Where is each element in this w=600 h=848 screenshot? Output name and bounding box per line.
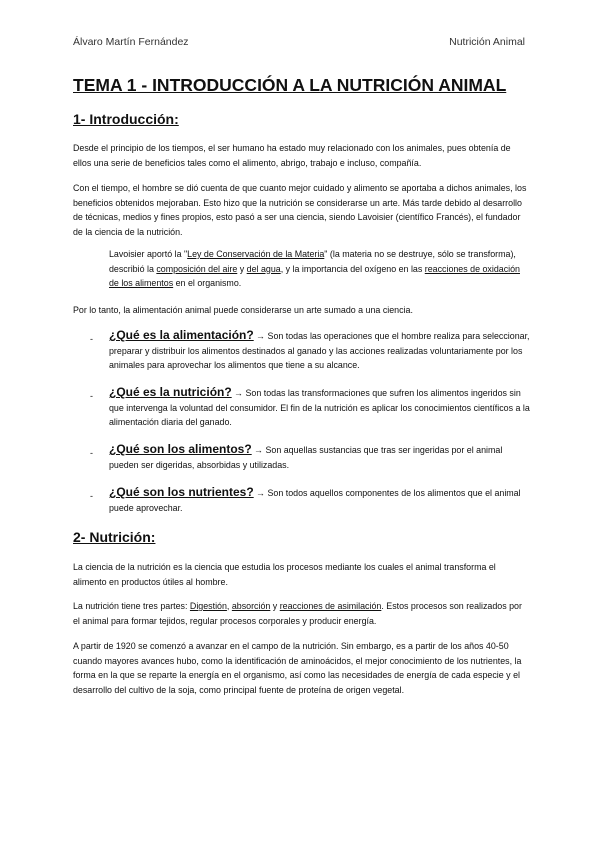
text: en el organismo. [173,278,242,289]
lavoisier-paragraph [109,247,529,291]
bullet-dash: - [90,491,93,501]
paragraph: Desde el principio de los tiempos, el ser humano ha estado muy relacionado con los animales, pues obtenía de ellos una serie de beneficios tales como el alimento, abrigo, trabajo e incluso, compañía. [73,143,511,168]
answer: → Son todos aquellos componentes de los alimentos que el animal puede aprovechar. [109,488,521,513]
question: ¿Qué son los alimentos? [109,442,252,456]
bullet-dash: - [90,448,93,458]
paragraph: Por lo tanto, la alimentación animal puede considerarse un arte sumado a una ciencia. [73,305,413,315]
underlined-text: reacciones de asimilación [279,601,382,611]
page-title: TEMA 1 - INTRODUCCIÓN A LA NUTRICIÓN ANIMAL [73,75,507,95]
answer: → Son todas las transformaciones que sufren los alimentos ingeridos sin que intervenga la voluntad del consumidor. El fin de la nutrición es aplicar los conocimientos científicos a la alimentación diaria del ganado. [109,388,530,428]
text: La nutrición tiene tres partes: [73,601,190,611]
answer: → Son aquellas sustancias que tras ser ingeridas por el animal pueden ser digeridas, absorbidas y utilizadas. [109,445,503,470]
section-heading-2: 2- Nutrición: [73,529,156,545]
paragraph [73,599,531,628]
underlined-text: composición del aire [156,263,238,274]
list-item [109,385,531,430]
underlined-text: Digestión [189,601,227,611]
text: y [270,601,280,611]
header-subject: Nutrición Animal [449,36,525,48]
section-heading-1: 1- Introducción: [73,111,179,127]
paragraph: A partir de 1920 se comenzó a avanzar en el campo de la nutrición. Sin embargo, es a partir de los años 40-50 cuando mayores avances hubo, como la identificación de aminoácidos, el mejor conocimiento de los nutrientes, la forma en la que se reparte la energía en el organismo, así como las necesidades de energía de cada especie y el desarrollo del cultivo de la soja, como principal fuente de proteína de origen vegetal. [73,641,522,695]
list-item [109,442,531,472]
underlined-text: del agua [246,263,281,274]
text: y [237,263,247,274]
question: ¿Qué es la alimentación? [109,328,254,342]
bullet-dash: - [90,334,93,344]
text: Lavoisier aportó la " [109,249,188,259]
header-author: Álvaro Martín Fernández [73,36,189,48]
paragraph: La ciencia de la nutrición es la ciencia que estudia los procesos mediante los cuales el animal transforma el alimento en productos útiles al hombre. [73,562,496,587]
list-item [109,485,531,515]
list-item [109,328,531,373]
paragraph: Con el tiempo, el hombre se dió cuenta de que cuanto mejor cuidado y alimento se aportaba a dichos animales, los beneficios obtenidos mejoraban. Esto hizo que la nutrición se considerarse un arte. Más tarde debido al desarrollo de técnicas, medios y fines propios, esto pasó a ser una ciencia, siendo Lavoisier (científico Francés), el fundador de la ciencia de la nutrición. [73,183,527,237]
text: " (la materia no se destruye, sólo se transforma), describió la [109,249,516,274]
text: . Estos procesos son realizados por el animal para formar tejidos, regular procesos corporales y producir energía. [73,601,522,626]
question: ¿Qué son los nutrientes? [109,485,254,499]
text: , [226,601,232,611]
underlined-text: Ley de Conservación de la Materia [187,249,325,259]
bullet-dash: - [90,391,93,401]
question: ¿Qué es la nutrición? [109,385,232,399]
underlined-text: reacciones de oxidación de los alimentos [109,263,520,289]
underlined-text: absorción [231,601,271,611]
answer: → Son todas las operaciones que el hombre realiza para seleccionar, preparar y distribuir los alimentos destinados al ganado y las acciones realizadas voluntariamente por los animales para aprovechar los alimentos que tiene a su alcance. [109,331,530,371]
text: , y la importancia del oxígeno en las [280,263,425,274]
